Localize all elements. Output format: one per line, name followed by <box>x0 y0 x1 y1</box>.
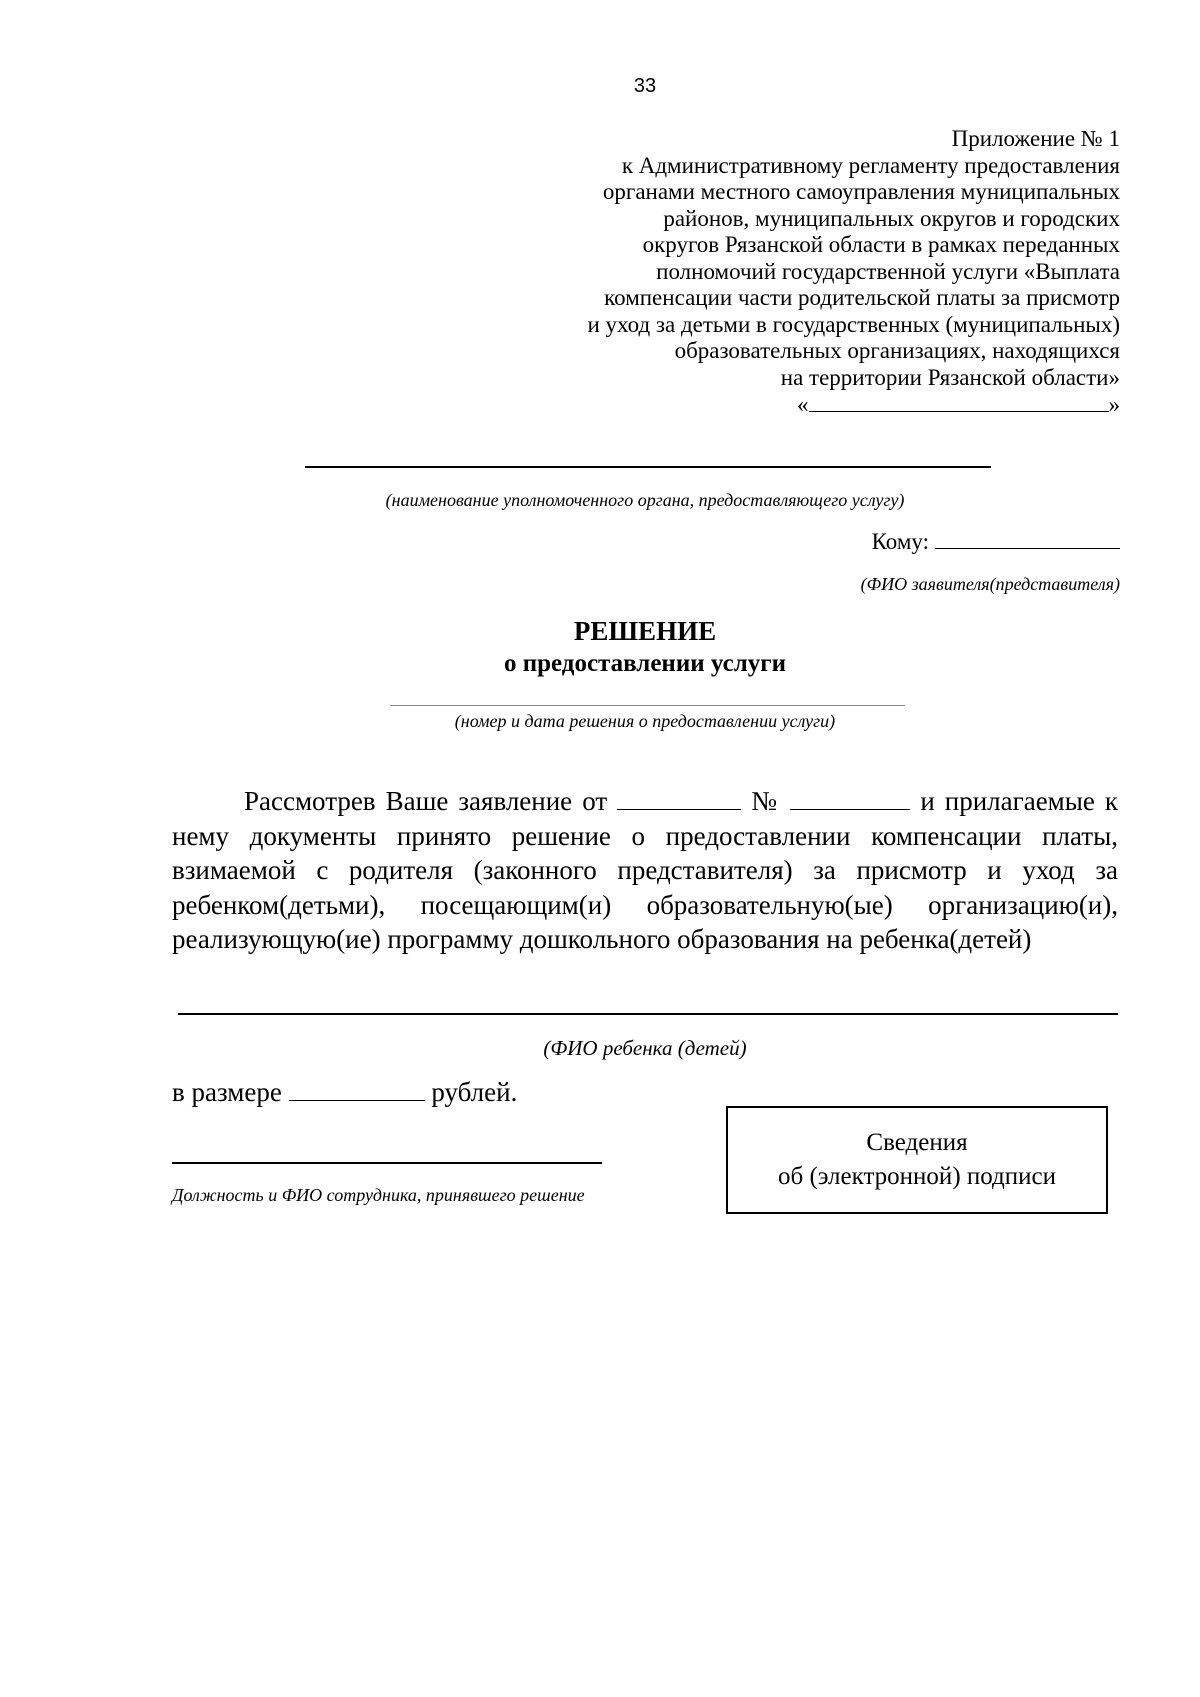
child-name-line[interactable] <box>178 1013 1118 1015</box>
appendix-blank-field[interactable] <box>809 391 1109 412</box>
body-part1: Рассмотрев Ваше заявление от <box>244 786 608 816</box>
appendix-line: органами местного самоуправления муниципальных <box>602 179 1120 204</box>
amount-field[interactable] <box>289 1076 425 1101</box>
appendix-line: районов, муниципальных округов и городских <box>663 205 1120 231</box>
appendix-quote-line <box>480 391 1120 419</box>
appendix-line: образовательных организациях, находящихся <box>674 338 1120 363</box>
number-sign: № <box>751 786 781 816</box>
appendix-line: округов Рязанской области в рамках переданных <box>642 232 1120 257</box>
signature-info-box <box>726 1106 1108 1214</box>
official-caption: Должность и ФИО сотрудника, принявшего решение <box>172 1185 585 1205</box>
recipient-caption: (ФИО заявителя(представителя) <box>860 574 1120 594</box>
document-title: РЕШЕНИЕ <box>573 616 717 646</box>
appendix-header <box>480 126 1120 419</box>
quote-open: « <box>797 392 809 417</box>
appendix-line: Приложение № 1 <box>951 126 1120 151</box>
decision-caption: (номер и дата решения о предоставлении услуги) <box>454 711 836 731</box>
authority-name-line[interactable] <box>305 466 991 468</box>
application-date-field[interactable] <box>617 785 741 810</box>
appendix-line: и уход за детьми в государственных (муниципальных) <box>587 311 1120 337</box>
decision-number-line[interactable] <box>390 705 905 706</box>
recipient-blank-field[interactable] <box>935 526 1120 549</box>
application-number-field[interactable] <box>790 785 910 810</box>
amount-suffix: рублей. <box>431 1077 518 1107</box>
recipient-field <box>872 526 1120 556</box>
document-subtitle: о предоставлении услуги <box>503 650 787 677</box>
body-part2: и прилагаемые к нему документы принято решение о предоставлении компенсации платы, взимаемой с родителя (законного представителя) за присмотр и уход за ребенком(детьми), посещающим(и) образовательную(ые) организацию(и), реализующую(ие) программу дошкольного образования на ребенка(детей) <box>172 786 1119 954</box>
page-number: 33 <box>633 75 657 97</box>
quote-close: » <box>1108 392 1120 417</box>
appendix-line: компенсации части родительской платы за присмотр <box>604 285 1120 310</box>
decision-body <box>172 784 1118 957</box>
appendix-line: полномочий государственной услуги «Выплата <box>656 258 1120 284</box>
recipient-label: Кому: <box>871 529 929 554</box>
amount-line <box>172 1075 517 1109</box>
appendix-line: на территории Рязанской области» <box>780 364 1120 390</box>
amount-prefix: в размере <box>172 1077 282 1107</box>
appendix-line: к Административному регламенту предоставления <box>621 152 1120 178</box>
official-name-line[interactable] <box>172 1162 602 1164</box>
signature-box-line1: Сведения <box>866 1129 968 1156</box>
authority-caption: (наименование уполномоченного органа, предоставляющего услугу) <box>385 490 905 510</box>
child-caption: (ФИО ребенка (детей) <box>543 1036 747 1060</box>
signature-box-line2: об (электронной) подписи <box>777 1163 1056 1190</box>
